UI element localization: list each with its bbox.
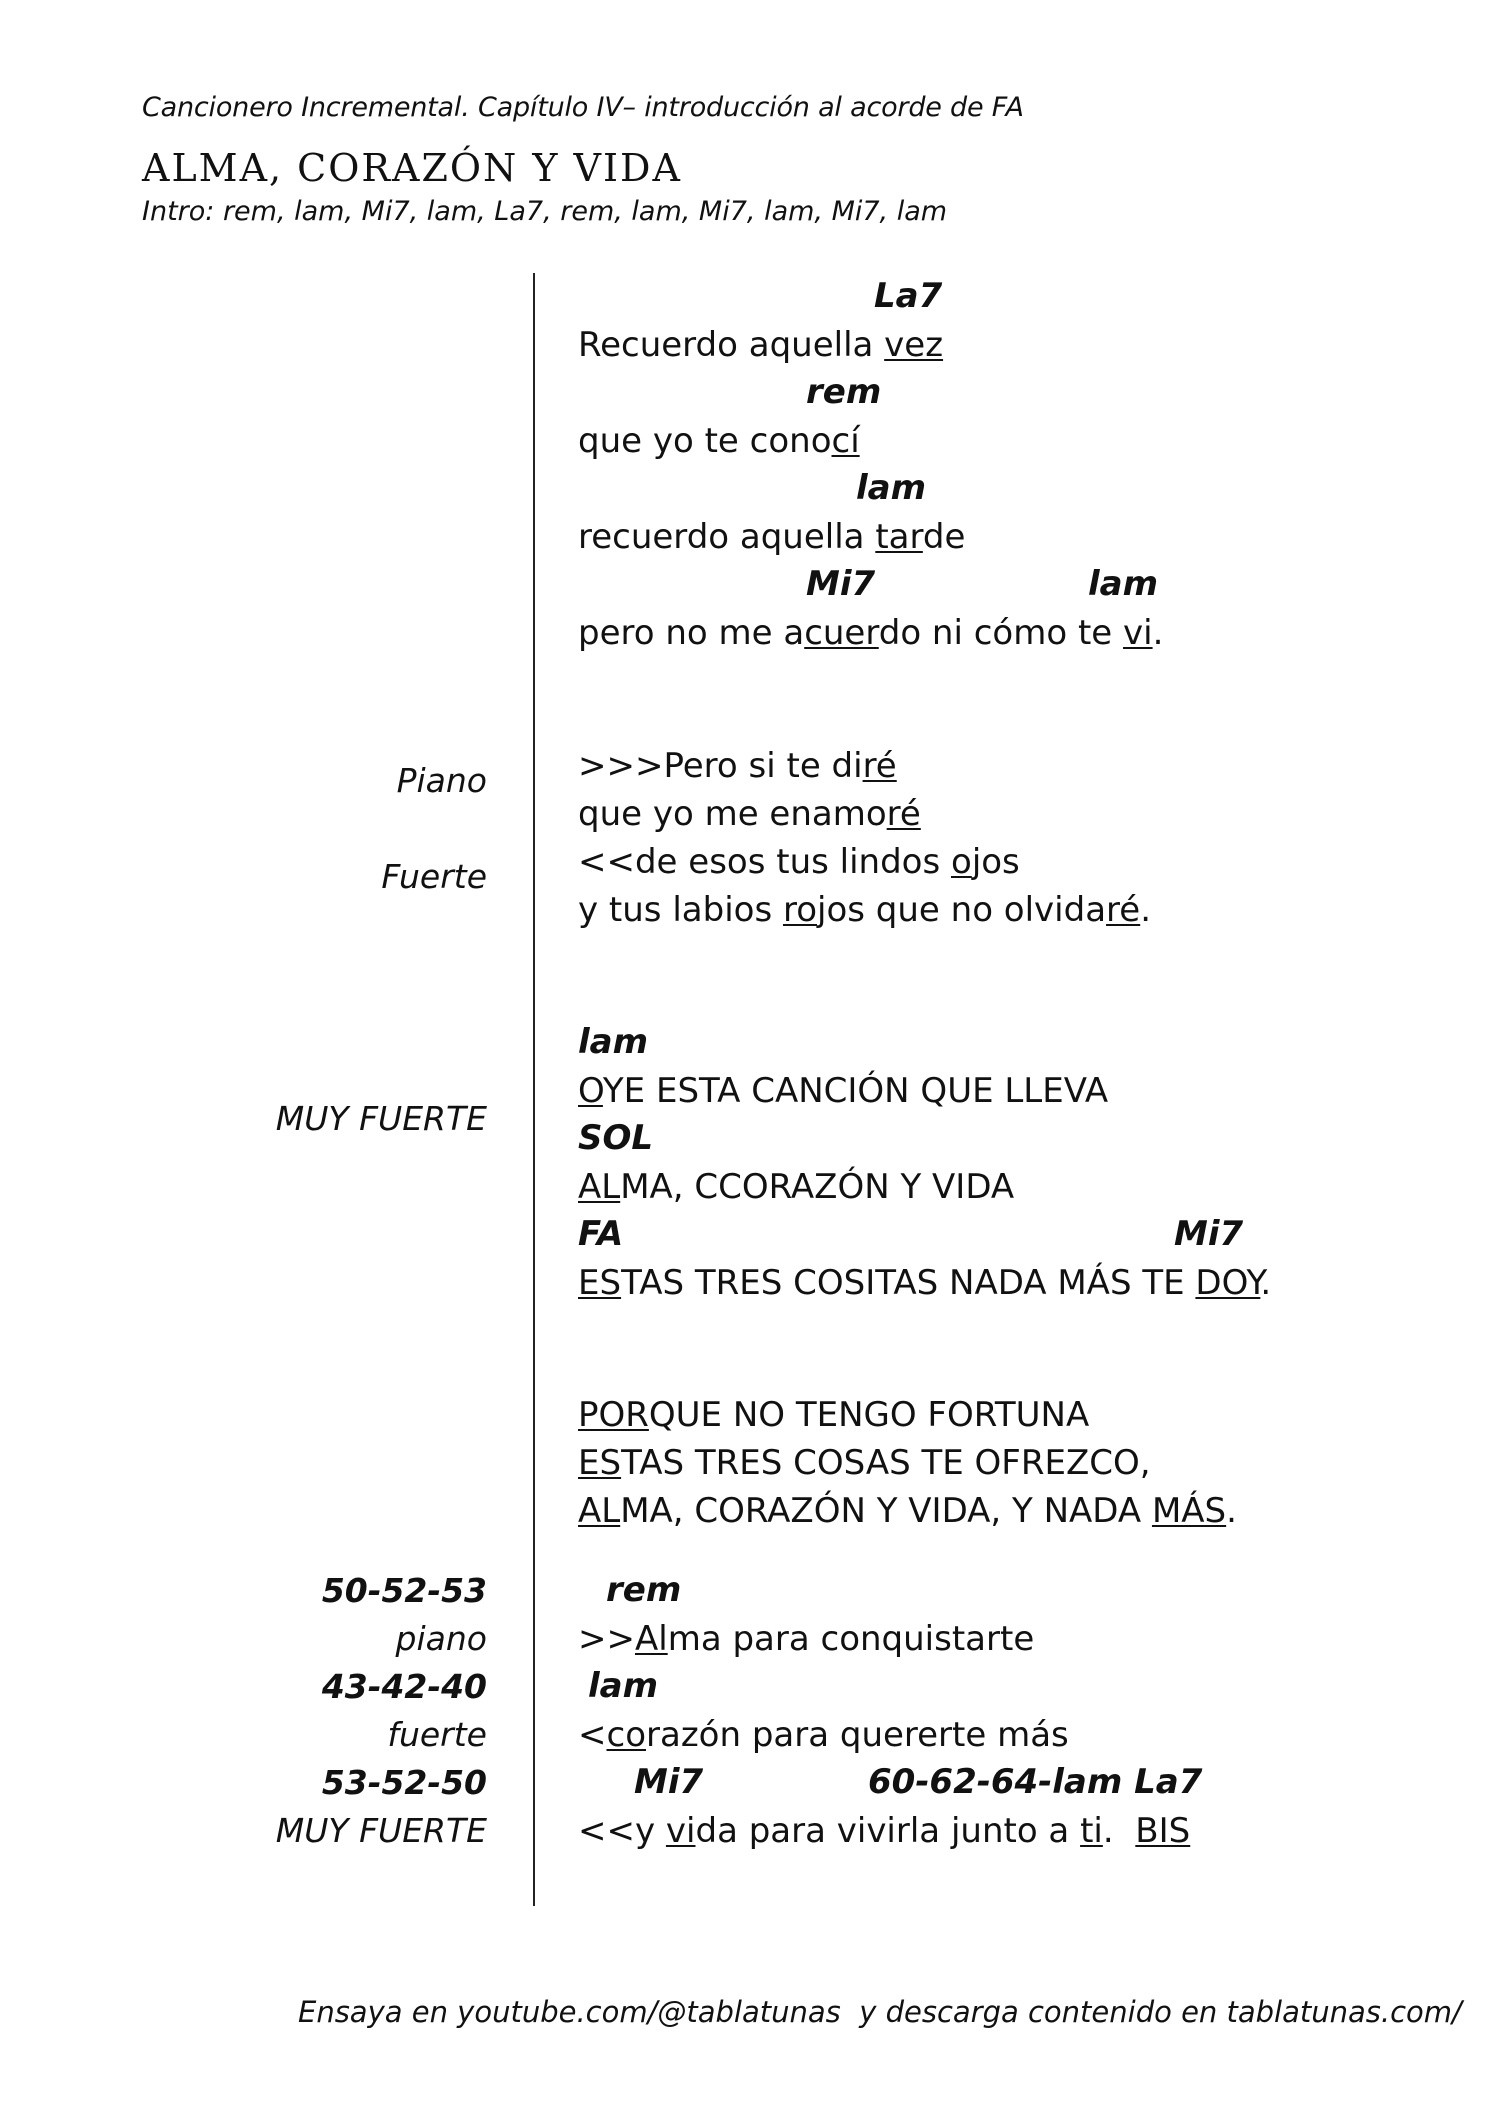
chord: SOL xyxy=(578,1118,654,1158)
vertical-divider xyxy=(533,273,535,1906)
dynamics-note: Fuerte xyxy=(381,857,487,896)
chord: lam xyxy=(1088,564,1159,604)
tab-note: 50-52-53 xyxy=(321,1571,487,1610)
dynamics-note: fuerte xyxy=(387,1715,487,1754)
chord: lam xyxy=(856,468,927,508)
lyric-line: <<y vida para vivirla junto a ti. BIS xyxy=(578,1811,1191,1851)
songbook-subtitle: Cancionero Incremental. Capítulo IV– introducción al acorde de FA xyxy=(142,92,1024,123)
lyric-line: <corazón para quererte más xyxy=(578,1715,1069,1755)
dynamics-note: piano xyxy=(395,1619,487,1658)
lyric-line: que yo te conocí xyxy=(578,421,860,461)
footer-note: Ensaya en youtube.com/@tablatunas y descarga contenido en tablatunas.com/ xyxy=(298,1995,1462,2029)
lyric-line: recuerdo aquella tarde xyxy=(578,517,966,557)
chord: Mi7 xyxy=(806,564,876,604)
lyric-line: Recuerdo aquella vez xyxy=(578,325,944,365)
chord: rem xyxy=(806,372,882,412)
chord: lam xyxy=(578,1022,649,1062)
dynamics-note: Piano xyxy=(396,761,487,800)
chord: FA xyxy=(578,1214,624,1254)
lyric-line: que yo me enamoré xyxy=(578,794,921,834)
chord: 60-62-64-lam La7 xyxy=(868,1762,1203,1802)
lyric-line: ALMA, CORAZÓN Y VIDA, Y NADA MÁS. xyxy=(578,1491,1237,1531)
chord: lam xyxy=(588,1666,659,1706)
chord: rem xyxy=(606,1570,682,1610)
intro-chords: Intro: rem, lam, Mi7, lam, La7, rem, lam, Mi7, lam, Mi7, lam xyxy=(142,196,948,227)
lyric-line: OYE ESTA CANCIÓN QUE LLEVA xyxy=(578,1071,1109,1111)
lyric-line: <<de esos tus lindos ojos xyxy=(578,842,1020,882)
chord: La7 xyxy=(874,276,943,316)
lyric-line: pero no me acuerdo ni cómo te vi. xyxy=(578,613,1164,653)
tab-note: 53-52-50 xyxy=(321,1763,487,1802)
lyric-line: PORQUE NO TENGO FORTUNA xyxy=(578,1395,1090,1435)
chord: Mi7 xyxy=(1174,1214,1244,1254)
song-title: ALMA, CORAZÓN Y VIDA xyxy=(142,146,682,190)
lyric-line: >>>Pero si te diré xyxy=(578,746,897,786)
tab-note: 43-42-40 xyxy=(321,1667,487,1706)
lyric-line: ESTAS TRES COSAS TE OFREZCO, xyxy=(578,1443,1151,1483)
dynamics-note: MUY FUERTE xyxy=(275,1811,487,1850)
lyric-line: y tus labios rojos que no olvidaré. xyxy=(578,890,1152,930)
dynamics-note: MUY FUERTE xyxy=(275,1099,487,1138)
lyric-line: >>Alma para conquistarte xyxy=(578,1619,1035,1659)
chord: Mi7 xyxy=(634,1762,704,1802)
lyric-line: ALMA, CCORAZÓN Y VIDA xyxy=(578,1167,1015,1207)
lyric-line: ESTAS TRES COSITAS NADA MÁS TE DOY. xyxy=(578,1263,1272,1303)
